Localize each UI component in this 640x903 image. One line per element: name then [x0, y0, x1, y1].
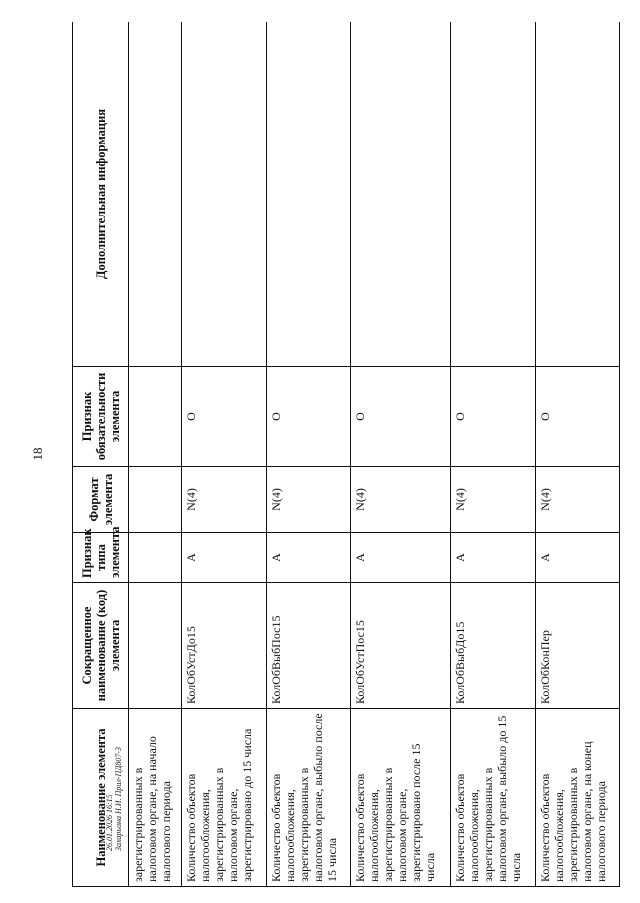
cell-type: А [350, 533, 450, 583]
cell-type: А [266, 533, 350, 583]
cell-type: А [535, 533, 619, 583]
table-header-row [73, 22, 129, 887]
cell-format: N(4) [451, 467, 535, 533]
cell-name: Количество объектов налогообложения, зарегистрированных в налоговом органе, на конец налогового периода [535, 709, 619, 887]
cell-info [182, 22, 266, 367]
cell-format [129, 467, 182, 533]
table-row [451, 22, 535, 887]
cell-format: N(4) [266, 467, 350, 533]
cell-format: N(4) [350, 467, 450, 533]
cell-info [350, 22, 450, 367]
header-element-format: Формат элемента [73, 467, 129, 533]
element-table [72, 22, 620, 887]
cell-format: N(4) [535, 467, 619, 533]
header-additional-info: Дополнительная информация [73, 22, 129, 367]
cell-required: О [535, 367, 619, 467]
cell-code: КолОбУстПос15 [350, 583, 450, 709]
cell-name: Количество объектов налогообложения, зарегистрированных в налоговом органе, зарегистрировано после 15 числа [350, 709, 450, 887]
cell-format: N(4) [182, 467, 266, 533]
table-container [72, 22, 620, 887]
header-element-name: Наименование элемента [73, 709, 129, 887]
cell-info [266, 22, 350, 367]
cell-name: Количество объектов налогообложения, зарегистрированных в налоговом органе, зарегистрировано до 15 числа [182, 709, 266, 887]
cell-type [129, 533, 182, 583]
cell-code: КолОбКонПер [535, 583, 619, 709]
table-row [350, 22, 450, 887]
cell-code: КолОбВыбПос15 [266, 583, 350, 709]
table-row [182, 22, 266, 887]
header-element-code: Сокращенное наименование (код) элемента [73, 583, 129, 709]
page-number: 18 [30, 447, 45, 461]
table-row [535, 22, 619, 887]
cell-required: О [182, 367, 266, 467]
cell-type: А [451, 533, 535, 583]
cell-required: О [451, 367, 535, 467]
header-element-required: Признак обязательности элемента [73, 367, 129, 467]
cell-required [129, 367, 182, 467]
table-row [129, 22, 182, 887]
cell-code: КолОбУстДо15 [182, 583, 266, 709]
header-element-type: Признак типа элемента [73, 533, 129, 583]
cell-info [535, 22, 619, 367]
cell-code [129, 583, 182, 709]
stamp-datetime: 26.01.2026 16:15 [105, 794, 114, 851]
cell-required: О [350, 367, 450, 467]
table-row [266, 22, 350, 887]
cell-info [451, 22, 535, 367]
cell-name: Количество объектов налогообложения, зарегистрированных в налоговом органе, выбыло до 15 числа [451, 709, 535, 887]
cell-type: А [182, 533, 266, 583]
cell-code: КолОбВыбДо15 [451, 583, 535, 709]
stamp-author: Захарьина Н.И. Прил-ПД807-3 [114, 746, 123, 851]
cell-name: зарегистрированных в налоговом органе, на начало налогового периода [129, 709, 182, 887]
cell-name: Количество объектов налогообложения, зарегистрированных в налоговом органе, выбыло после 15 числа [266, 709, 350, 887]
cell-required: О [266, 367, 350, 467]
cell-info [129, 22, 182, 367]
